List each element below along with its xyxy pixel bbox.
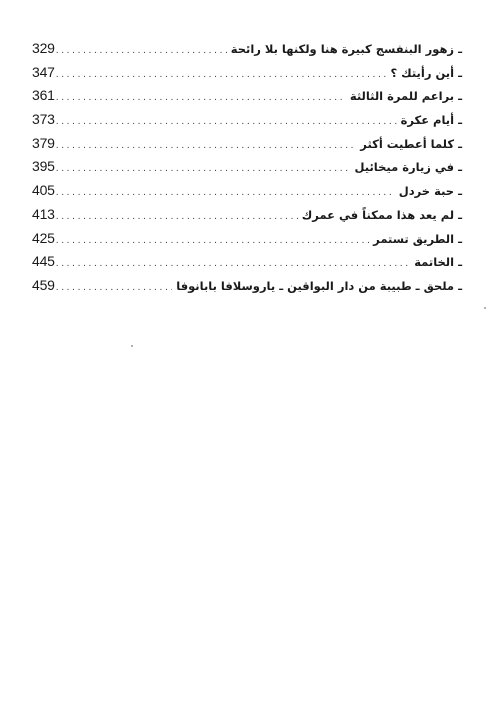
entry-title-text: كلما أعطيت أكثر — [360, 136, 455, 151]
toc-entry[interactable] — [32, 230, 462, 254]
dot-leader — [56, 283, 172, 293]
toc-entry[interactable] — [32, 64, 462, 88]
entry-title-text: أين رأيتك ؟ — [390, 65, 455, 80]
entry-title: ـ حبة خردل — [398, 184, 462, 199]
page-number: 413 — [32, 205, 55, 222]
dot-leader — [56, 93, 346, 103]
toc-entry[interactable] — [32, 206, 462, 230]
entry-title-text: لم يعد هذا ممكناً في عمرك — [301, 207, 455, 222]
table-of-contents — [32, 40, 462, 301]
page-number: 395 — [32, 158, 55, 175]
entry-title: ـ براعم للمرة الثالثة — [349, 89, 462, 104]
entry-title-text: براعم للمرة الثالثة — [349, 89, 455, 104]
toc-entry[interactable] — [32, 182, 462, 206]
page-number: 329 — [32, 40, 55, 56]
toc-entry[interactable] — [32, 277, 462, 301]
dot-leader — [56, 117, 397, 127]
entry-title-text: الخاتمة — [414, 255, 455, 270]
entry-title: ـ الطريق تستمر — [373, 231, 462, 246]
entry-title-text: في زيارة ميخائيل — [354, 160, 455, 175]
page-number: 379 — [32, 134, 55, 151]
page-number: 425 — [32, 229, 55, 246]
page-number: 405 — [32, 182, 55, 199]
toc-entry[interactable] — [32, 40, 462, 64]
entry-title: ـ في زيارة ميخائيل — [354, 160, 462, 175]
entry-title: ـ ملحق ـ طبيبة من دار البواقين ـ ياروسلافا بابانوفا — [176, 278, 462, 293]
page-number: 445 — [32, 253, 55, 270]
entry-title-text: أيام عكرة — [400, 113, 455, 128]
entry-title: ـ أيام عكرة — [400, 113, 462, 128]
page-number: 347 — [32, 63, 55, 80]
page-number: 361 — [32, 87, 55, 104]
dot-leader — [56, 70, 387, 80]
dot-leader — [56, 46, 227, 56]
entry-title: ـ لم يعد هذا ممكناً في عمرك — [301, 207, 462, 222]
toc-entry[interactable] — [32, 158, 462, 182]
entry-title-text: ملحق ـ طبيبة من دار البواقين ـ ياروسلافا بابانوفا — [176, 278, 455, 293]
scan-speck — [131, 345, 133, 347]
entry-title-text: حبة خردل — [398, 184, 455, 199]
entry-title: ـ الخاتمة — [414, 255, 462, 270]
dot-leader — [56, 141, 357, 151]
toc-entry[interactable] — [32, 135, 462, 159]
entry-title: ـ أين رأيتك ؟ — [390, 65, 462, 80]
entry-title: ـ كلما أعطيت أكثر — [360, 136, 462, 151]
dot-leader — [56, 236, 369, 246]
dot-leader — [56, 212, 298, 222]
entry-title-text: زهور البنفسج كبيرة هنا ولكنها بلا رائحة — [230, 42, 455, 56]
page-number: 459 — [32, 276, 55, 293]
page-number: 373 — [32, 111, 55, 128]
scan-speck — [484, 307, 486, 309]
dot-leader — [56, 259, 410, 269]
dot-leader — [56, 164, 351, 174]
entry-title: ـ زهور البنفسج كبيرة هنا ولكنها بلا رائحة — [230, 42, 462, 56]
dot-leader — [56, 188, 395, 198]
entry-title-text: الطريق تستمر — [373, 231, 455, 246]
toc-entry[interactable] — [32, 253, 462, 277]
toc-entry[interactable] — [32, 87, 462, 111]
toc-entry[interactable] — [32, 111, 462, 135]
